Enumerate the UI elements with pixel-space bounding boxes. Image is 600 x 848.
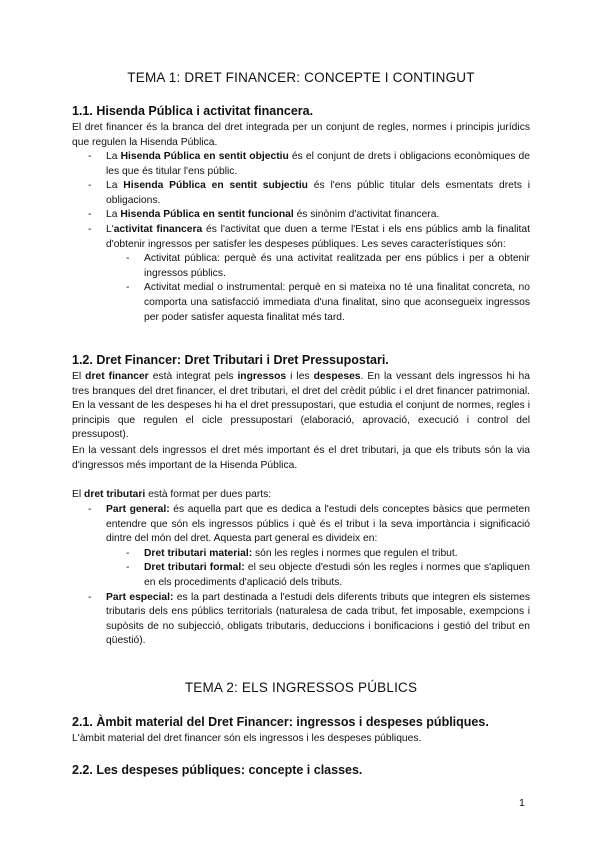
section-1-1-list: [106, 150, 530, 325]
list-item: - Activitat pública: perquè és una activitat realitzada per ens públics i per a obtenir ingressos públics.: [144, 252, 530, 281]
page-number: 1: [519, 797, 525, 809]
dret-tributari-parts-list: [106, 503, 530, 649]
section-1-2-p2: En la vessant dels ingressos el dret més important és el dret tributari, ja que els tributs són la via d'ingressos més important de la Hisenda Pública.: [72, 445, 530, 471]
list-item: - L'activitat financera és l'activitat que duen a terme l'Estat i els ens públics amb la finalitat d'obtenir ingressos per satisfer les despeses públiques. Les seves característiques són: - Activitat pública: perquè és una activitat realitzada per ens públics i per a obtenir ingressos públics. - Activitat medial o instrumental: perquè en si mateixa no té una finalitat concreta, no comporta una satisfacció immediata d'una finalitat, sino que aconsegueix ingressos per poder satisfer aquesta finalitat més tard.: [106, 223, 530, 325]
tema1-title: TEMA 1: DRET FINANCER: CONCEPTE I CONTINGUT: [127, 70, 475, 85]
list-item: - Part general: és aquella part que es dedica a l'estudi dels conceptes bàsics que permeten entendre que són els ingressos públics i què és el tribut i la seva importància i significació dintre del món del dret. Aquesta part general es divideix en: - Dret tributari material: són les regles i normes que regulen el tribut. - Dret tributari formal: el seu objecte d'estudi són les regles i normes que s'apliquen en els procediments d'aplicació dels tributs.: [106, 503, 530, 591]
list-item: - La Hisenda Pública en sentit funcional és sinònim d'activitat financera.: [106, 208, 530, 223]
list-item: - La Hisenda Pública en sentit objectiu és el conjunt de drets i obligacions econòmiques de les que és titular l'ens públic.: [106, 150, 530, 179]
list-item: - Dret tributari material: són les regles i normes que regulen el tribut.: [144, 547, 530, 562]
list-item: - Activitat medial o instrumental: perquè en si mateixa no té una finalitat concreta, no comporta una satisfacció immediata d'una finalitat, sino que aconsegueix ingressos per poder satisfer aquesta finalitat més tard.: [144, 281, 530, 325]
tema2-title: TEMA 2: ELS INGRESSOS PÚBLICS: [184, 680, 418, 695]
section-2-2-heading: 2.2. Les despeses públiques: concepte i classes.: [72, 763, 363, 777]
list-item: - Part especial: es la part destinada a l'estudi dels diferents tributs que integren els sistemes tributaris dels ens públics territorials (naturalesa de cada tribut, fet imposable, exempcions i supòsits de no subjecció, obligats tributaris, deduccions i bonificacions i gestió del tribut en qüestió).: [106, 591, 530, 649]
section-1-2-p1: El dret financer està integrat pels ingressos i les despeses. En la vessant dels ingressos hi ha tres branques del dret financer, el dret tributari, el dret del crèdit públic i el dret financer patrimonial. En la vessant de les despeses hi ha el dret pressupostari, que estudia el conjunt de normes, regles i principis que regulen el cicle pressupostari (elaboració, aprovació, execució i control del pressupost).: [72, 371, 530, 441]
section-1-1-heading: 1.1. Hisenda Pública i activitat financera.: [72, 104, 314, 118]
part-general-sublist: [106, 547, 530, 591]
section-2-1-heading: 2.1. Àmbit material del Dret Financer: ingressos i despeses públiques.: [72, 715, 489, 729]
section-1-2-heading: 1.2. Dret Financer: Dret Tributari i Dret Pressupostari.: [72, 353, 389, 367]
list-item: - La Hisenda Pública en sentit subjectiu és l'ens públic titular dels esmentats drets i obligacions.: [106, 179, 530, 208]
section-1-1-intro: El dret financer és la branca del dret integrada per un conjunt de regles, normes i principis jurídics que regulen la Hisenda Pública.: [72, 122, 530, 148]
characteristics-list: [106, 252, 530, 325]
section-2-1-text: L'àmbit material del dret financer són els ingressos i les despeses públiques.: [72, 733, 422, 744]
list-item: - Dret tributari formal: el seu objecte d'estudi són les regles i normes que s'apliquen en els procediments d'aplicació dels tributs.: [144, 561, 530, 590]
section-1-2-p3: El dret tributari està format per dues parts:: [72, 489, 272, 500]
